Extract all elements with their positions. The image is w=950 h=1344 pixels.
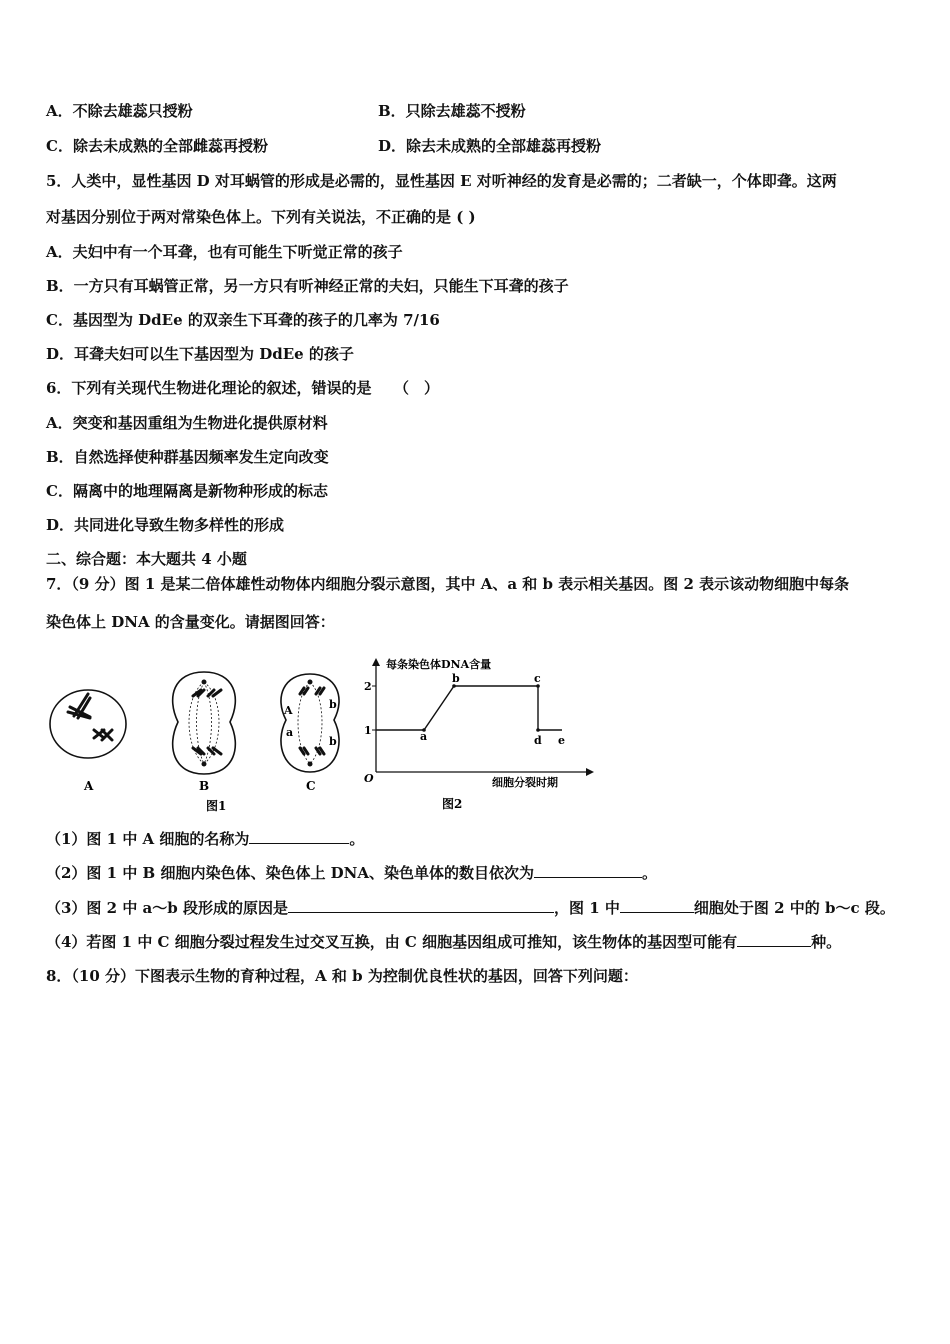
x-axis-arrow <box>586 768 594 776</box>
q7-part4-end: 种。 <box>811 933 842 951</box>
fig1-caption: 图1 <box>206 799 227 813</box>
q7-part4 <box>46 932 841 952</box>
fig2-chart <box>372 658 594 776</box>
q7-part3-mid: ，图 1 中 <box>553 899 620 917</box>
series-line <box>376 686 562 730</box>
fig1-label-c: C <box>306 779 316 793</box>
figure-svg <box>46 652 606 822</box>
fig1-label-b: B <box>199 779 210 793</box>
fig2-caption: 图2 <box>442 797 463 811</box>
q7-part2-text: （2）图 1 中 B 细胞内染色体、染色体上 DNA、染色单体的数目依次为 <box>46 864 535 882</box>
fig2-point-c: c <box>534 672 541 685</box>
fig2-origin: O <box>364 772 374 785</box>
fig1-gene-a: a <box>286 726 294 739</box>
y-axis-arrow <box>372 658 380 666</box>
fig1-label-a: A <box>84 779 94 793</box>
fig2-point-e: e <box>558 734 565 747</box>
q7-part3-blank2[interactable] <box>620 898 694 913</box>
fig2-point-a: a <box>420 730 428 743</box>
q7-part4-blank[interactable] <box>737 932 811 947</box>
q5-option-c: C．基因型为 DdEe 的双亲生下耳聋的孩子的几率为 7/16 <box>46 311 440 329</box>
q5-stem-line2: 对基因分别位于两对常染色体上。下列有关说法，不正确的是 ( ) <box>46 208 476 226</box>
q7-figures <box>46 652 606 822</box>
q7-part3 <box>46 898 895 918</box>
q8-stem: 8．（10 分）下图表示生物的育种过程，A 和 b 为控制优良性状的基因，回答下列问题： <box>46 967 638 985</box>
fig2-tick-2: 2 <box>364 680 372 693</box>
fig1-gene-b-upper: b <box>329 698 337 711</box>
q7-part2-end: 。 <box>642 864 658 882</box>
q6-stem: 6．下列有关现代生物进化理论的叙述，错误的是 （ ） <box>46 379 439 397</box>
q4-option-a: A．不除去雄蕊只授粉 <box>46 102 193 120</box>
q7-stem-line1: 7．（9 分）图 1 是某二倍体雄性动物体内细胞分裂示意图，其中 A、a 和 b 表示相关基因。图 2 表示该动物细胞中每条 <box>46 575 850 593</box>
fig2-point-b: b <box>452 672 460 685</box>
fig2-point-d: d <box>534 734 542 747</box>
q5-option-d: D．耳聋夫妇可以生下基因型为 DdEe 的孩子 <box>46 345 354 363</box>
q5-stem-line1: 5．人类中，显性基因 D 对耳蜗管的形成是必需的，显性基因 E 对听神经的发育是必需的；二者缺一，个体即聋。这两 <box>46 172 837 190</box>
fig2-tick-1: 1 <box>364 724 372 737</box>
cell-c-diagram <box>281 674 339 772</box>
q7-part1 <box>46 829 364 849</box>
q4-option-c: C．除去未成熟的全部雌蕊再授粉 <box>46 137 268 155</box>
q6-option-a: A．突变和基因重组为生物进化提供原材料 <box>46 414 328 432</box>
q6-option-d: D．共同进化导致生物多样性的形成 <box>46 516 285 534</box>
cell-b-diagram <box>173 672 236 774</box>
cell-a-diagram <box>50 690 126 758</box>
q7-part4-text: （4）若图 1 中 C 细胞分裂过程发生过交叉互换，由 C 细胞基因组成可推知，该生物体的基因型可能有 <box>46 933 738 951</box>
q7-part2 <box>46 863 657 883</box>
q6-option-c: C．隔离中的地理隔离是新物种形成的标志 <box>46 482 328 500</box>
q6-option-b: B．自然选择使种群基因频率发生定向改变 <box>46 448 329 466</box>
fig2-xlabel: 细胞分裂时期 <box>492 776 558 789</box>
section-heading: 二、综合题：本大题共 4 小题 <box>46 550 247 568</box>
q4-option-b: B．只除去雄蕊不授粉 <box>378 102 526 120</box>
series-point-d <box>536 728 540 732</box>
q7-part1-blank[interactable] <box>249 829 349 844</box>
fig2-ylabel: 每条染色体DNA含量 <box>386 658 492 671</box>
q7-part3-blank1[interactable] <box>288 898 554 913</box>
q7-part3-text: （3）图 2 中 a～b 段形成的原因是 <box>46 899 288 917</box>
q4-option-d: D．除去未成熟的全部雄蕊再授粉 <box>378 137 602 155</box>
q5-option-b: B．一方只有耳蜗管正常，另一方只有听神经正常的夫妇，只能生下耳聋的孩子 <box>46 277 569 295</box>
q7-stem-line2: 染色体上 DNA 的含量变化。请据图回答： <box>46 613 335 631</box>
q7-part2-blank[interactable] <box>534 863 642 878</box>
fig1-gene-b-lower: b <box>329 735 337 748</box>
q7-part3-end: 细胞处于图 2 中的 b～c 段。 <box>693 899 895 917</box>
q5-option-a: A．夫妇中有一个耳聋，也有可能生下听觉正常的孩子 <box>46 243 403 261</box>
fig1-gene-A: A <box>284 704 293 717</box>
q7-part1-text: （1）图 1 中 A 细胞的名称为 <box>46 830 250 848</box>
q7-part1-end: 。 <box>349 830 365 848</box>
